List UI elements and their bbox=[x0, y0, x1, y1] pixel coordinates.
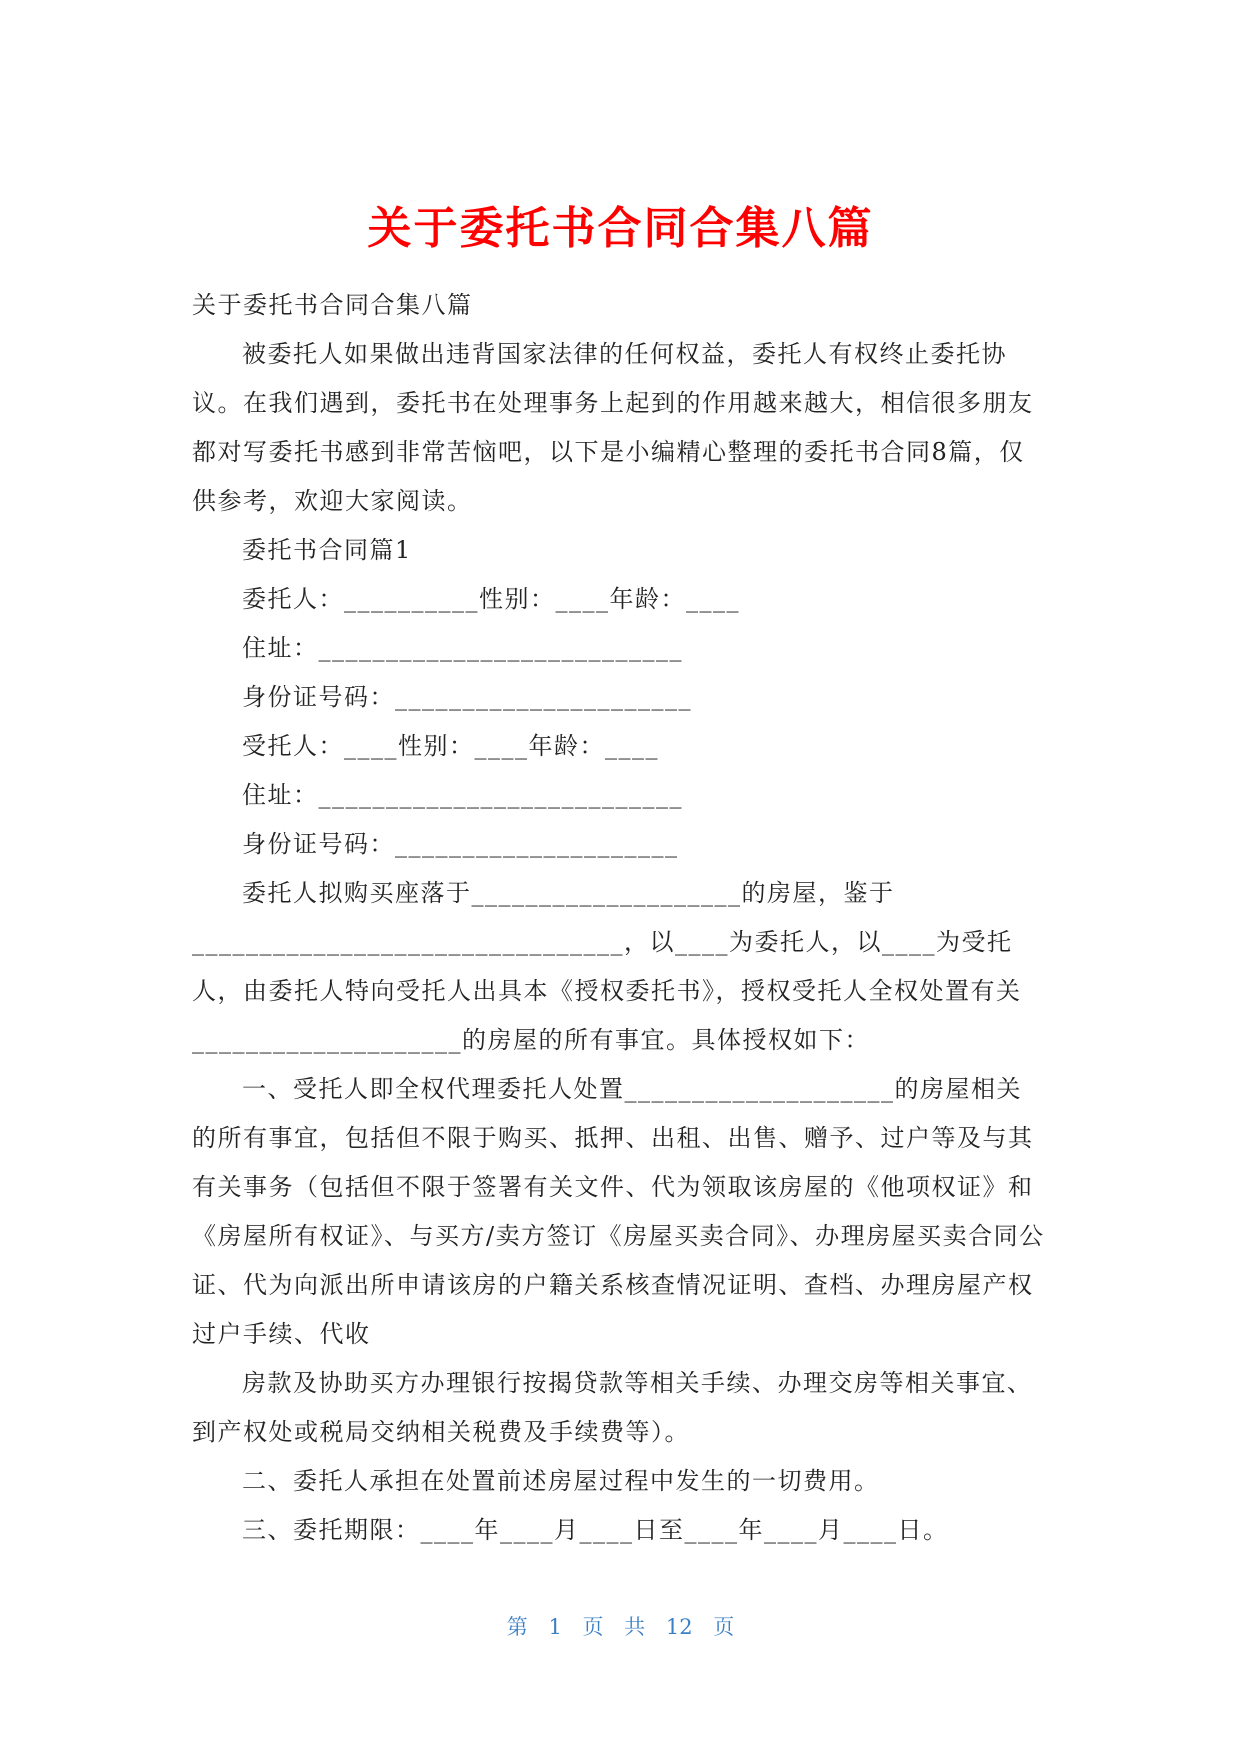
agent-address-line: 住址：___________________________ bbox=[242, 781, 683, 809]
clause-one-continued: 房款及协助买方办理银行按揭贷款等相关手续、办理交房等相关事宜、到产权处或税局交纳相关税费及手续费等）。 bbox=[192, 1369, 1033, 1446]
intro-paragraph: 被委托人如果做出违背国家法律的任何权益，委托人有权终止委托协议。在我们遇到，委托书在处理事务上起到的作用越来越大，相信很多朋友都对写委托书感到非常苦恼吧，以下是小编精心整理的委托书合同8篇，仅供参考，欢迎大家阅读。 bbox=[192, 340, 1034, 515]
section-heading: 委托书合同篇1 bbox=[242, 536, 412, 564]
document-title: 关于委托书合同合集八篇 bbox=[367, 203, 874, 254]
agent-id-line: 身份证号码：_____________________ bbox=[242, 830, 679, 858]
agent-info-line: 受托人：____性别：____年龄：____ bbox=[242, 732, 659, 760]
clause-two-paragraph: 二、委托人承担在处置前述房屋过程中发生的一切费用。 bbox=[242, 1467, 880, 1495]
principal-info-line: 委托人：__________性别：____年龄：____ bbox=[242, 585, 740, 613]
clause-one-paragraph: 一、受托人即全权代理委托人处置____________________的房屋相关的所有事宜，包括但不限于购买、抵押、出租、出售、赠予、过户等及与其有关事务（包括但不限于签署有关文件、代为领取该房屋的《他项权证》和《房屋所有权证》、与买方/卖方签订《房屋买卖合同》、办理房屋买卖合同公证、代为向派出所申请该房的户籍关系核查情况证明、查档、办理房屋产权过户手续、代收 bbox=[192, 1075, 1045, 1348]
subtitle-paragraph: 关于委托书合同合集八篇 bbox=[192, 291, 473, 319]
principal-id-line: 身份证号码：______________________ bbox=[242, 683, 692, 711]
principal-address-line: 住址：___________________________ bbox=[242, 634, 683, 662]
authorization-paragraph: 委托人拟购买座落于____________________的房屋，鉴于________________________________，以____为委托人，以____为受托人，由委托人特向受托人出具本《授权委托书》，授权受托人全权处置有关____________________的房屋的所有事宜。具体授权如下： bbox=[192, 879, 1022, 1054]
page-footer: 第 1 页 共 12 页 bbox=[506, 1615, 735, 1639]
clause-three-paragraph: 三、委托期限：____年____月____日至____年____月____日。 bbox=[242, 1516, 949, 1544]
document-body bbox=[192, 281, 1046, 1555]
